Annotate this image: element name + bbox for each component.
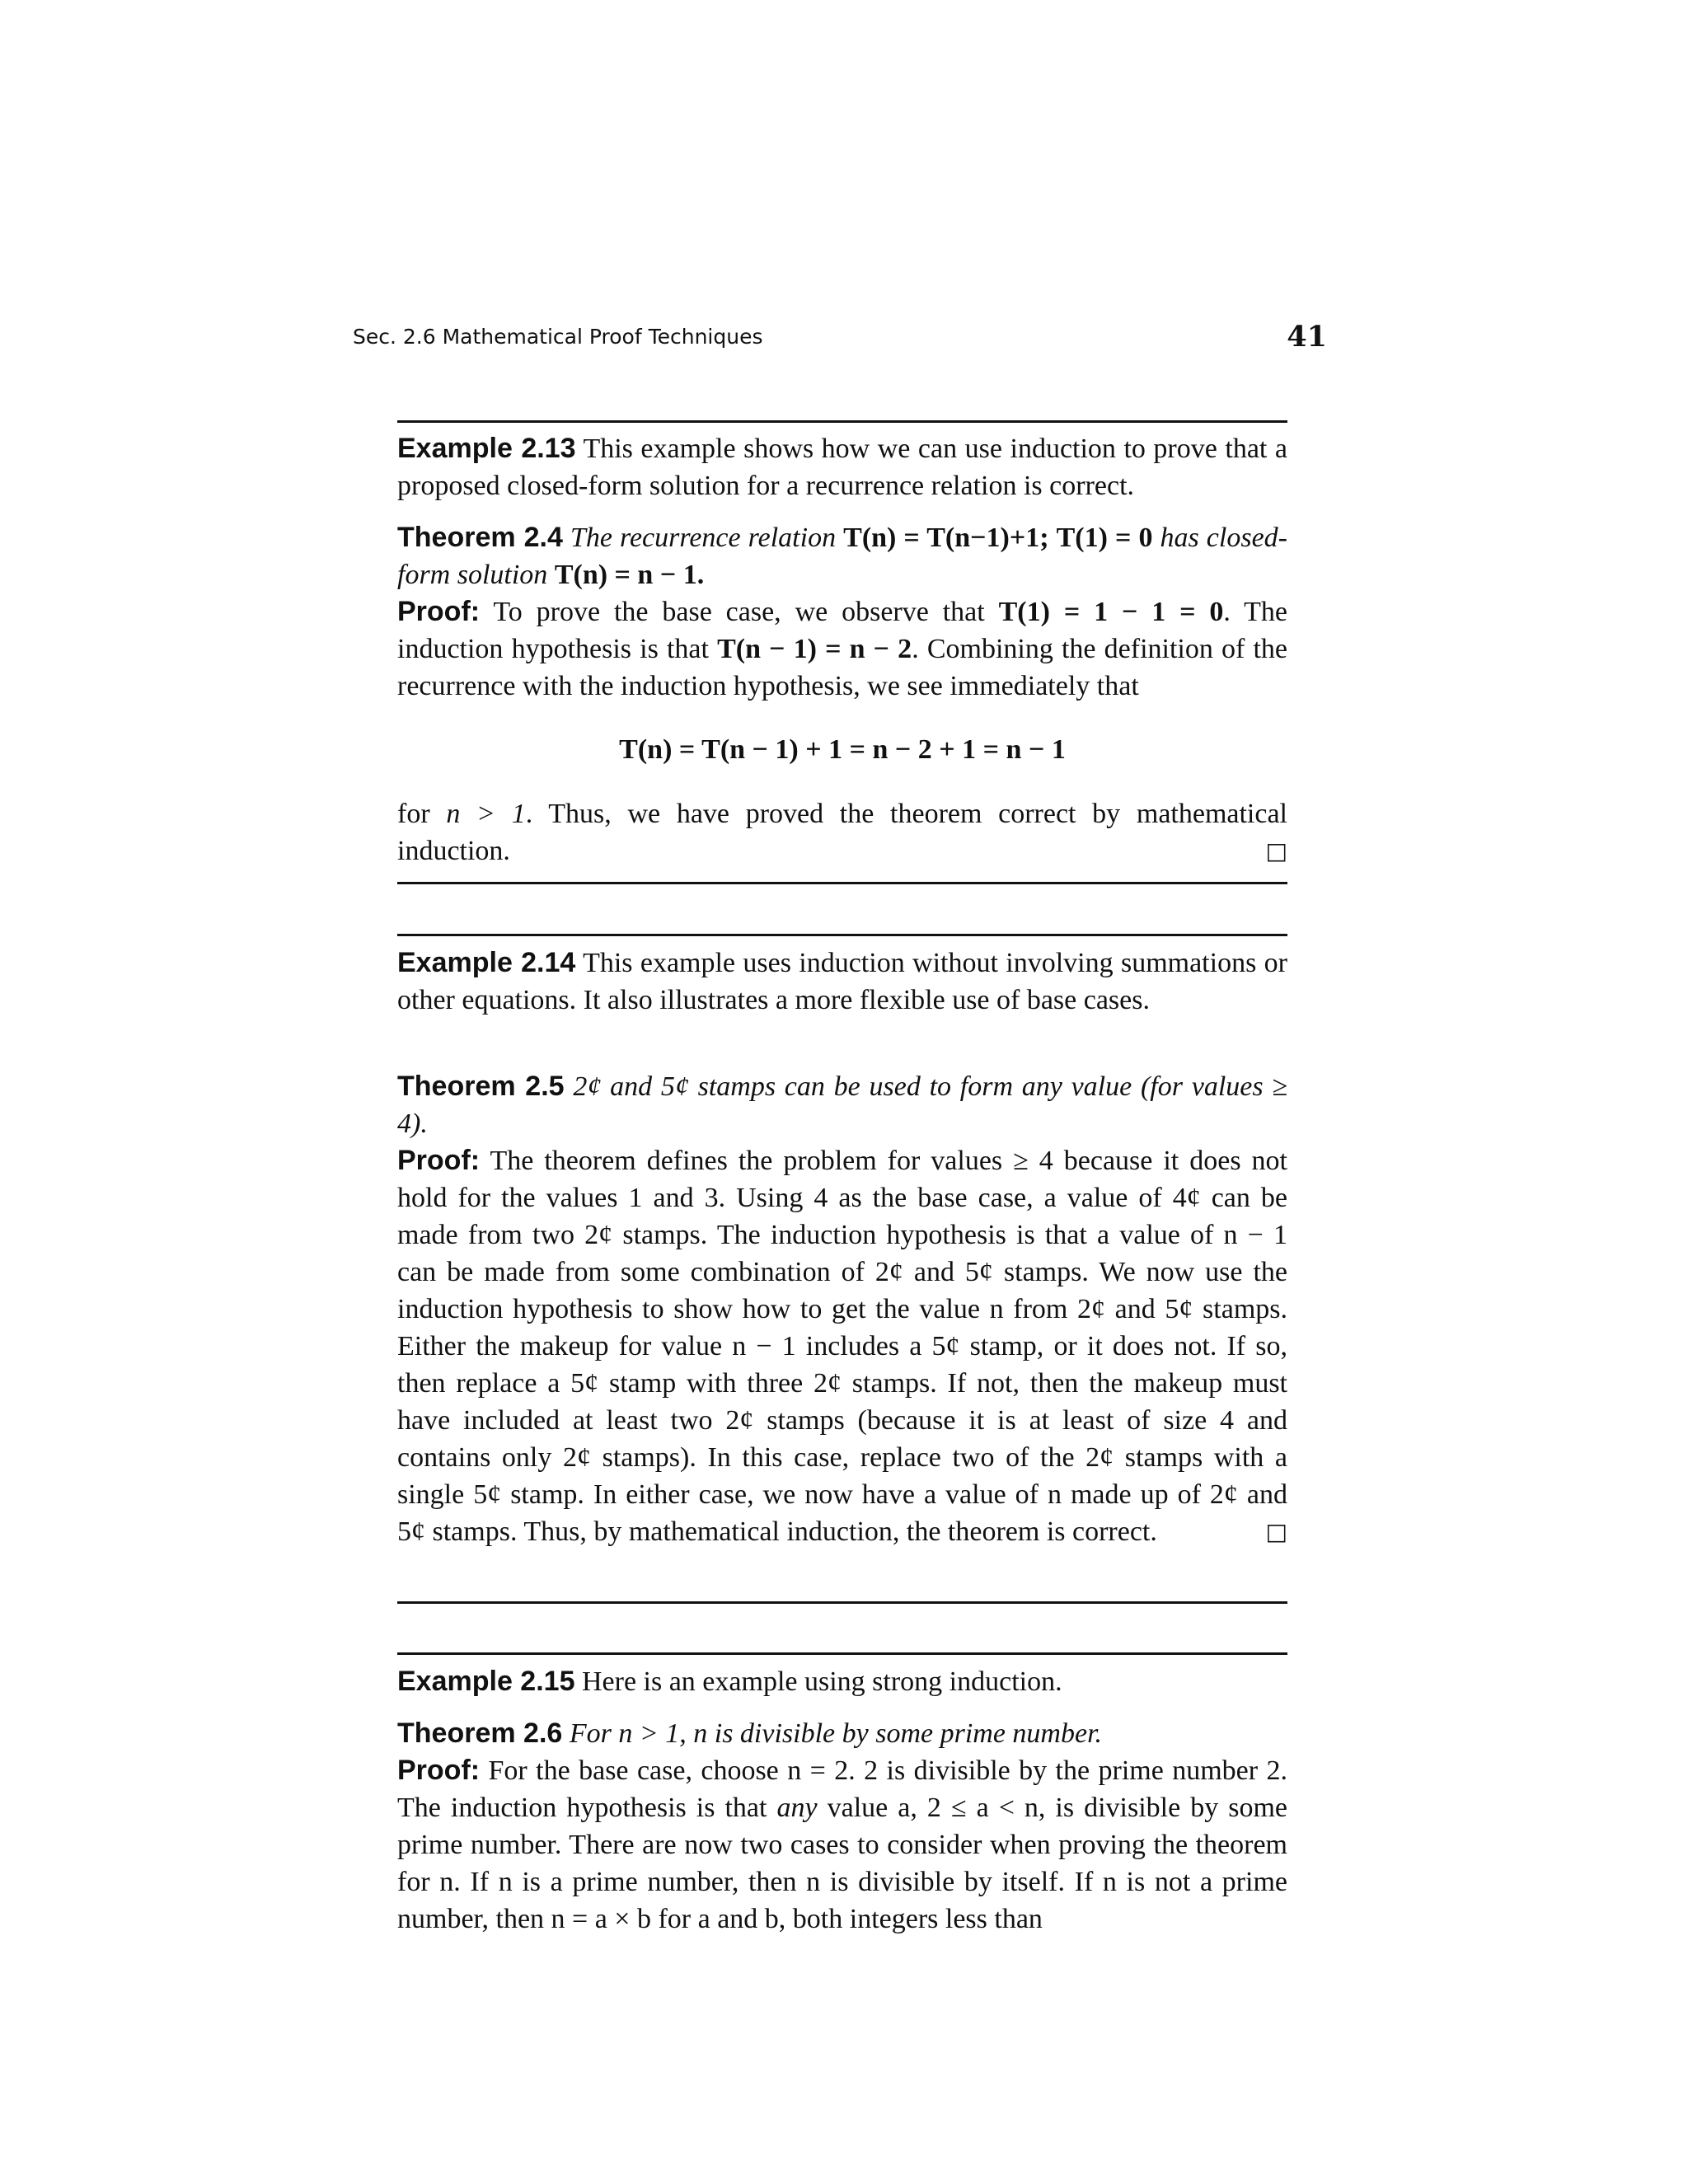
- theorem-closed-form-math: T(n) = n − 1.: [554, 560, 705, 590]
- theorem-base-math: T(1) = 0: [1056, 523, 1153, 553]
- example-text: This example shows how we can use induction to prove that a proposed closed-form solution for a recurrence relation is correct.: [397, 434, 1287, 501]
- page-number: 41: [1287, 320, 1327, 354]
- proof-label: Proof:: [397, 1145, 481, 1176]
- proof-text-b: value a, 2 ≤ a < n, is divisible by some prime number. There are now two cases to consider when proving the theorem for n. If n is a prime number, then n is divisible by itself. If n is not a prime number, then n = a × b for a and b, both integers less than: [397, 1793, 1288, 1934]
- example-text: This example uses induction without involving summations or other equations. It also illustrates a more flexible use of base cases.: [397, 948, 1287, 1015]
- page-header: [353, 320, 1327, 359]
- theorem-2-6: [397, 1715, 1287, 1752]
- theorem-statement: 2¢ and 5¢ stamps can be used to form any value (for values ≥ 4).: [397, 1071, 1288, 1139]
- proof-emphasis: any: [776, 1793, 818, 1823]
- proof-label: Proof:: [397, 1755, 481, 1786]
- proof-after-b: . Thus, we have proved the theorem correct by mathematical induction.: [397, 799, 1288, 866]
- example-2-15: [397, 1663, 1287, 1938]
- proof-text: The theorem defines the problem for values ≥ 4 because it does not hold for the values 1 and 3. Using 4 as the base case, a value of 4¢ can be made from two 2¢ stamps. The induction hypothesis is that a value of n − 1 can be made from some combination of 2¢ and 5¢ stamps. We now use the induction hypothesis to show how to get the value n from 2¢ and 5¢ stamps. Either the makeup for value n − 1 includes a 5¢ stamp, or it does not. If so, then replace a 5¢ stamp with three 2¢ stamps. If not, then the makeup must have included at least two 2¢ stamps (because it is at least of size 4 and contains only 2¢ stamps). In this case, replace two of the 2¢ stamps with a single 5¢ stamp. In either case, we now have a value of n made up of 2¢ and 5¢ stamps. Thus, by mathematical induction, the theorem is correct.: [397, 1146, 1287, 1547]
- proof-label: Proof:: [397, 596, 481, 627]
- proof-text-b: . The induction hypothesis is that: [397, 597, 1288, 664]
- qed-symbol: □: [1265, 1518, 1287, 1545]
- example-text: Here is an example using strong induction.: [581, 1666, 1062, 1697]
- proof-conclusion: [397, 795, 1287, 869]
- box-bottom-rule: [397, 1601, 1287, 1604]
- example-2-14: [397, 944, 1287, 1550]
- proof-text-c: . Combining the definition of the recurrence with the induction hypothesis, we see immediately that: [397, 634, 1287, 701]
- running-head: Sec. 2.6 Mathematical Proof Techniques: [353, 325, 763, 349]
- proof-condition-math: n > 1: [446, 799, 526, 829]
- example-paragraph: [397, 1663, 1287, 1700]
- example-label: Example 2.15: [397, 1666, 575, 1697]
- proof-after-a: for: [397, 799, 430, 829]
- theorem-recurrence-math: T(n) = T(n−1)+1;: [843, 523, 1049, 553]
- example-label: Example 2.14: [397, 947, 576, 978]
- example-paragraph: [397, 944, 1287, 1019]
- display-equation-math: T(n) = T(n − 1) + 1 = n − 2 + 1 = n − 1: [619, 734, 1066, 765]
- theorem-label: Theorem 2.5: [397, 1071, 565, 1102]
- theorem-statement-b: has closed-form solution: [397, 523, 1287, 590]
- example-label: Example 2.13: [397, 433, 576, 464]
- theorem-2-4: [397, 519, 1287, 593]
- display-equation: [397, 705, 1287, 795]
- box-top-rule: [397, 1652, 1287, 1655]
- example-2-13: [397, 430, 1287, 869]
- box-top-rule: [397, 420, 1287, 423]
- qed-symbol: □: [1265, 837, 1287, 865]
- theorem-label: Theorem 2.4: [397, 522, 563, 553]
- theorem-statement: For n > 1, n is divisible by some prime number.: [569, 1718, 1103, 1749]
- proof-text-a: For the base case, choose n = 2. 2 is divisible by the prime number 2. The induction hypothesis is that: [397, 1755, 1288, 1823]
- proof-text-a: To prove the base case, we observe that: [493, 597, 985, 627]
- proof-base-math: T(1) = 1 − 1 = 0: [998, 597, 1224, 627]
- box-bottom-rule: [397, 882, 1287, 884]
- theorem-statement-a: The recurrence relation: [570, 523, 837, 553]
- theorem-2-5: [397, 1068, 1287, 1142]
- proof-2-6: [397, 1752, 1287, 1938]
- proof-hypothesis-math: T(n − 1) = n − 2: [717, 634, 912, 664]
- box-top-rule: [397, 934, 1287, 936]
- example-paragraph: [397, 430, 1287, 504]
- theorem-label: Theorem 2.6: [397, 1718, 563, 1749]
- proof-2-5: [397, 1142, 1287, 1550]
- proof-2-4: [397, 593, 1287, 705]
